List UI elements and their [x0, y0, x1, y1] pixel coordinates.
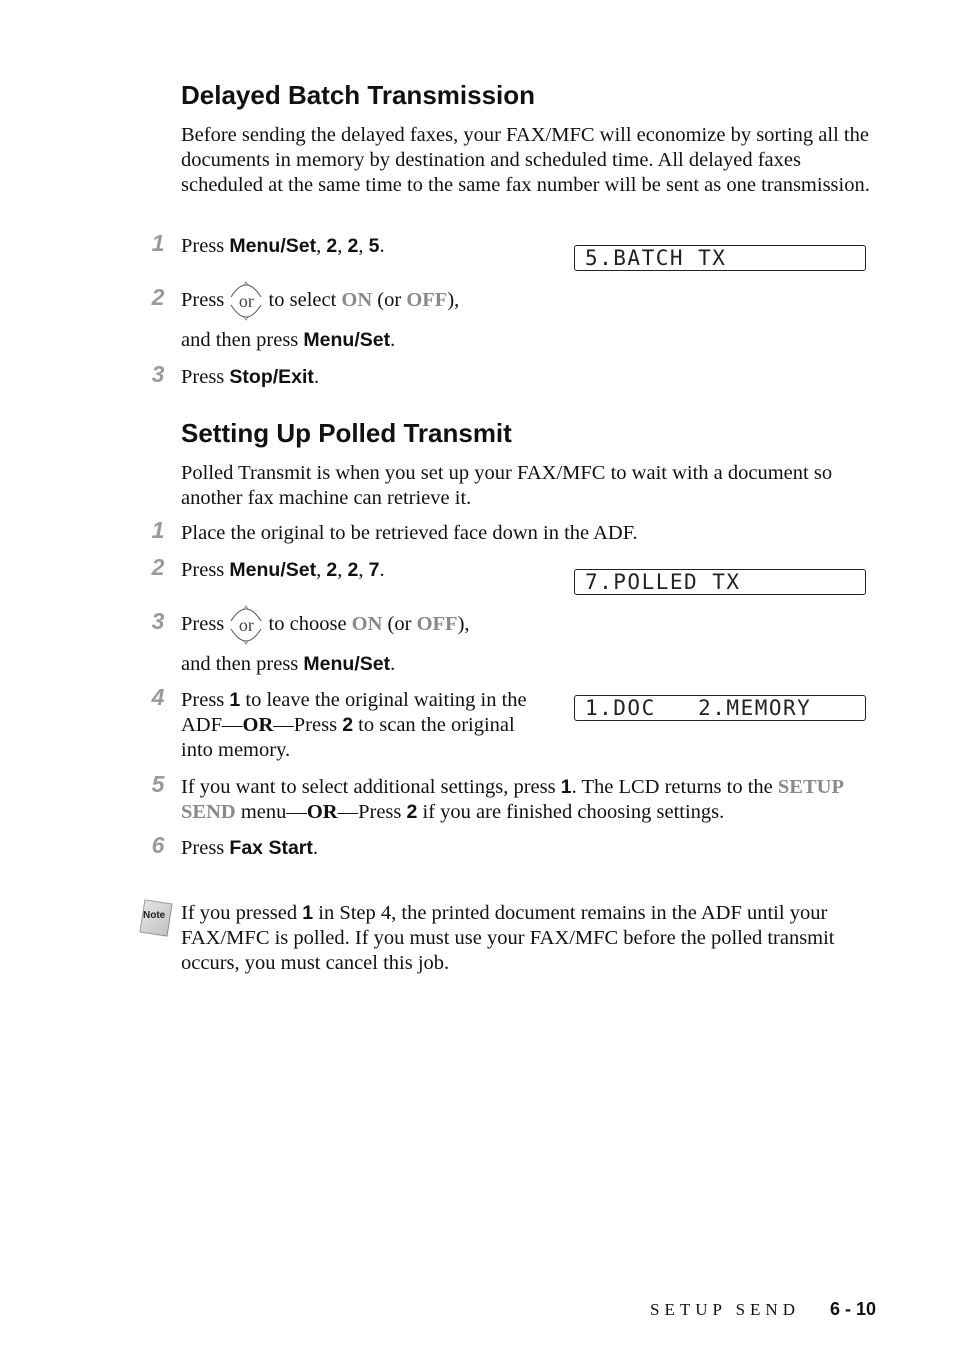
step-number: 1 [151, 230, 165, 256]
step-text: Press or to select ON (or OFF), [181, 276, 459, 325]
footer-section: SETUP SEND [650, 1300, 800, 1319]
step-number: 5 [151, 771, 165, 797]
step-text: Press Menu/Set, 2, 2, 7. [181, 559, 385, 581]
step-text: If you want to select additional settings, press 1. The LCD returns to the SETUP SEND menu—OR—Press 2 if you are finished choosing settings. [181, 776, 843, 823]
step-text: Press Stop/Exit. [181, 366, 320, 388]
section-heading-polled-transmit: Setting Up Polled Transmit [181, 418, 512, 448]
step-number: 6 [151, 832, 165, 858]
note-icon: Note [137, 898, 175, 938]
step-number: 3 [151, 608, 165, 634]
section-heading-delayed-batch: Delayed Batch Transmission [181, 80, 536, 110]
intro-paragraph: Before sending the delayed faxes, your FAX/MFC will economize by sorting all the documents in memory by destination and scheduled time. All delayed faxes scheduled at the same time to the same fax number will be sent as one transmission. [181, 124, 870, 196]
navigation-key-icon: or [229, 277, 263, 325]
step-text: and then press Menu/Set. [181, 329, 396, 351]
lcd-display: 1.DOC 2.MEMORY [574, 695, 866, 721]
step-text: Press or to choose ON (or OFF), [181, 600, 470, 649]
lcd-display: 5.BATCH TX [574, 245, 866, 271]
step-text: Press Fax Start. [181, 837, 318, 859]
step-number: 4 [151, 684, 165, 710]
intro-paragraph: Polled Transmit is when you set up your FAX/MFC to wait with a document so another fax machine can retrieve it. [181, 462, 833, 509]
lcd-display: 7.POLLED TX [574, 569, 866, 595]
step-number: 2 [151, 284, 165, 310]
step-text: Press Menu/Set, 2, 2, 5. [181, 235, 385, 257]
step-number: 3 [151, 361, 165, 387]
page-number: 6 - 10 [829, 1299, 876, 1319]
step-text: and then press Menu/Set. [181, 653, 396, 675]
step-text: Press 1 to leave the original waiting in the ADF—OR—Press 2 to scan the original into memory. [181, 689, 527, 761]
note-text: If you pressed 1 in Step 4, the printed document remains in the ADF until your FAX/MFC is polled. If you must use your FAX/MFC before the polled transmit occurs, you must cancel this job. [181, 902, 835, 974]
step-number: 2 [151, 554, 165, 580]
step-number: 1 [151, 517, 165, 543]
navigation-key-icon: or [229, 601, 263, 649]
page-footer [650, 1299, 876, 1320]
step-text: Place the original to be retrieved face down in the ADF. [181, 522, 638, 544]
